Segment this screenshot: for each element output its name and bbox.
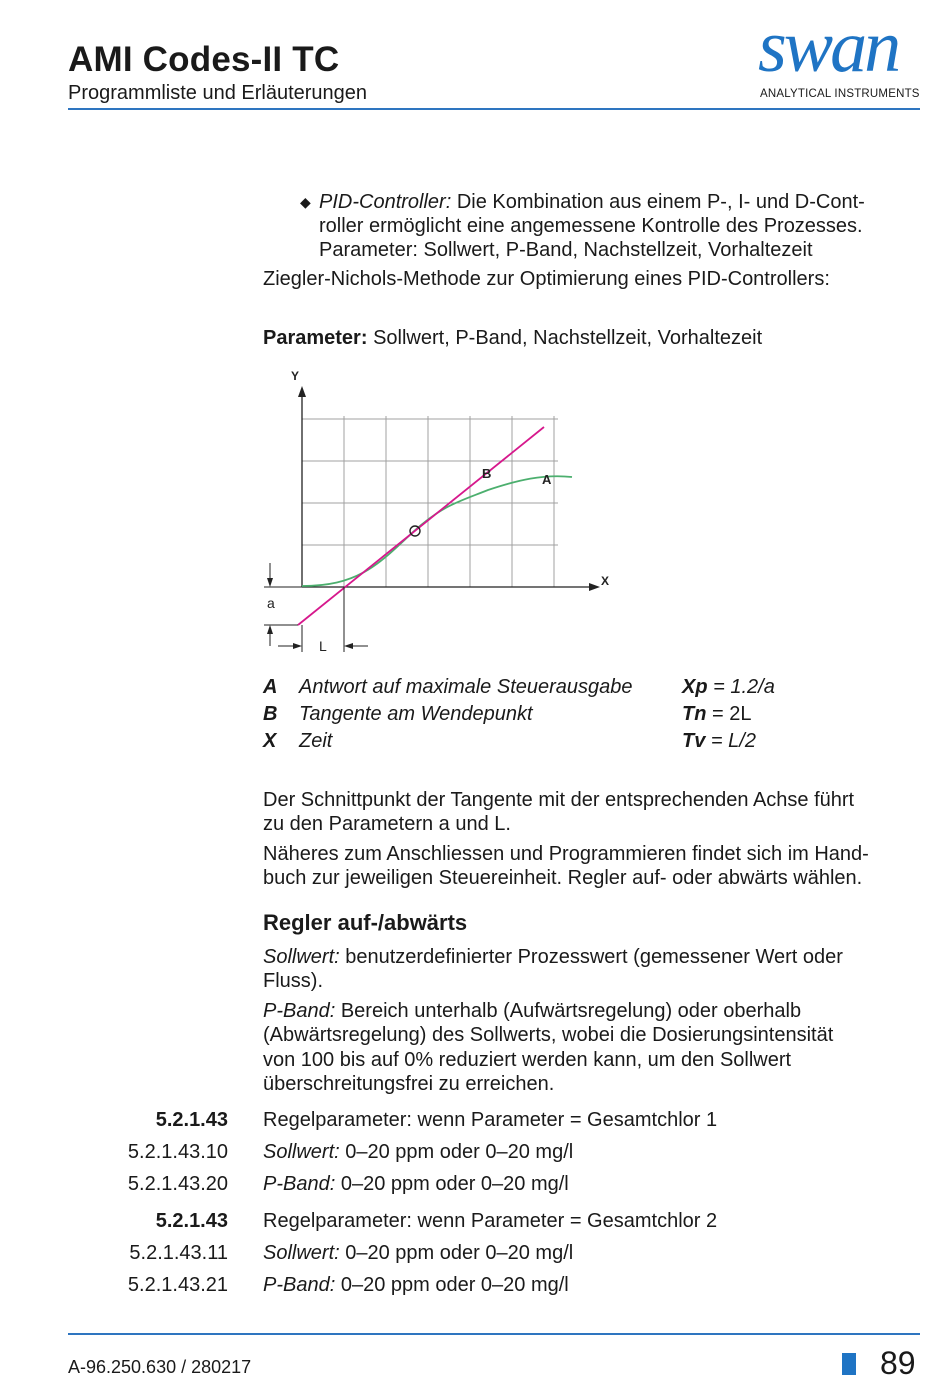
menu-code: 5.2.1.43 (155, 1210, 228, 1232)
menu-code: 5.2.1.43.10 (127, 1141, 228, 1163)
bullet-line-3: Parameter: Sollwert, P-Band, Nachstellzeit, Vorhaltezeit (319, 239, 813, 261)
explain-p2-line1: Näheres zum Anschliessen und Programmieren findet sich im Hand- (263, 843, 869, 865)
logo-word: swan (758, 6, 899, 88)
swan-logo (758, 6, 923, 106)
parameter-text: Sollwert, P-Band, Nachstellzeit, Vorhaltezeit (367, 327, 763, 349)
curve-label-A: A (542, 472, 552, 487)
page-number: 89 (880, 1345, 916, 1381)
dim-label-a: a (267, 595, 275, 611)
pband-line4: überschreitungsfrei zu erreichen. (263, 1073, 555, 1095)
ziegler-nichols-diagram (258, 360, 628, 660)
sollwert-line1 (263, 945, 923, 970)
formula-var: Tv (682, 730, 706, 752)
x-axis-label: X (601, 574, 610, 588)
sollwert-text: benutzerdefinierter Prozesswert (gemessener Wert oder (339, 946, 843, 968)
explain-p2-line2: buch zur jeweiligen Steuereinheit. Regler auf- oder abwärts wählen. (263, 867, 863, 889)
x-axis-arrow (589, 583, 600, 591)
menu-desc (263, 1242, 573, 1265)
pband-line1 (263, 999, 923, 1024)
menu-text: 0–20 ppm oder 0–20 mg/l (335, 1173, 569, 1195)
menu-text: 0–20 ppm oder 0–20 mg/l (339, 1242, 574, 1264)
legend-text: Tangente am Wendepunkt (299, 703, 533, 725)
menu-desc (263, 1274, 569, 1297)
dim-label-L: L (319, 638, 327, 654)
legend-formula (682, 676, 775, 699)
grid (302, 416, 558, 587)
pband-line2: (Abwärtsregelung) des Sollwerts, wobei die Dosierungsintensität (263, 1024, 834, 1046)
section-heading: Regler auf-/abwärts (263, 910, 468, 935)
footer-rule (68, 1333, 920, 1335)
menu-text: 0–20 ppm oder 0–20 mg/l (339, 1141, 574, 1163)
explain-p1-line1: Der Schnittpunkt der Tangente mit der entsprechenden Achse führt (263, 789, 855, 811)
menu-text: 0–20 ppm oder 0–20 mg/l (335, 1274, 569, 1296)
tangent-B-line (298, 427, 544, 625)
legend-key: X (263, 730, 277, 752)
legend-key: A (263, 676, 278, 698)
bullet-diamond-icon: ◆ (300, 194, 311, 210)
menu-code: 5.2.1.43.11 (129, 1242, 228, 1264)
legend-text: Zeit (299, 730, 333, 752)
dim-L-arrowhead-right (344, 643, 353, 649)
formula-var: Tn (682, 703, 707, 725)
explain-p1-line2: zu den Parametern a und L. (263, 813, 511, 835)
menu-code: 5.2.1.43.20 (127, 1173, 228, 1195)
menu-term: Sollwert: (263, 1141, 340, 1163)
menu-term: P-Band: (263, 1173, 336, 1195)
dim-L-arrowhead-left (293, 643, 302, 649)
sollwert-term: Sollwert: (263, 946, 340, 968)
formula-val: = 2L (706, 703, 752, 725)
y-axis-arrow (298, 386, 306, 397)
bullet-line-1 (319, 190, 865, 215)
menu-desc (263, 1173, 569, 1196)
bullet-line-2: roller ermöglicht eine angemessene Kontrolle des Prozesses. (319, 215, 863, 237)
legend-key: B (263, 703, 278, 725)
pband-text: Bereich unterhalb (Aufwärtsregelung) oder oberhalb (335, 1000, 802, 1022)
parameter-line (263, 326, 923, 351)
formula-val: = 1.2/a (707, 676, 775, 698)
curve-label-B: B (482, 466, 492, 481)
dim-a-arrowhead-bottom (267, 625, 273, 634)
legend-formula (682, 703, 751, 726)
menu-code: 5.2.1.43 (155, 1109, 228, 1131)
legend-text: Antwort auf maximale Steuerausgabe (299, 676, 633, 698)
dim-a-arrowhead-top (267, 578, 273, 587)
sollwert-line2: Fluss). (263, 970, 323, 992)
menu-code: 5.2.1.43.21 (127, 1274, 228, 1296)
formula-val: = L/2 (705, 730, 756, 752)
menu-desc: Regelparameter: wenn Parameter = Gesamtchlor 1 (263, 1109, 718, 1131)
parameter-label: Parameter: (263, 327, 368, 349)
y-axis-label: Y (291, 369, 300, 383)
bullet-term: PID-Controller: (319, 191, 452, 213)
page-marker (842, 1353, 856, 1375)
menu-desc: Regelparameter: wenn Parameter = Gesamtchlor 2 (263, 1210, 718, 1232)
menu-term: Sollwert: (263, 1242, 340, 1264)
curve-A-response (302, 476, 572, 586)
menu-desc (263, 1141, 573, 1164)
pband-term: P-Band: (263, 1000, 336, 1022)
document-title: AMI Codes-II TC (68, 40, 340, 79)
logo-subtitle: ANALYTICAL INSTRUMENTS (760, 88, 920, 100)
pband-line3: von 100 bis auf 0% reduziert werden kann, um den Sollwert (263, 1049, 792, 1071)
formula-var: Xp (682, 676, 708, 698)
header-rule (68, 108, 920, 110)
bullet-text-1: Die Kombination aus einem P-, I- und D-Cont- (451, 191, 865, 213)
document-code: A-96.250.630 / 280217 (68, 1357, 252, 1377)
menu-term: P-Band: (263, 1274, 336, 1296)
legend-formula (682, 730, 756, 753)
ziegler-line: Ziegler-Nichols-Methode zur Optimierung eines PID-Controllers: (263, 268, 830, 290)
document-subtitle: Programmliste und Erläuterungen (68, 82, 368, 104)
